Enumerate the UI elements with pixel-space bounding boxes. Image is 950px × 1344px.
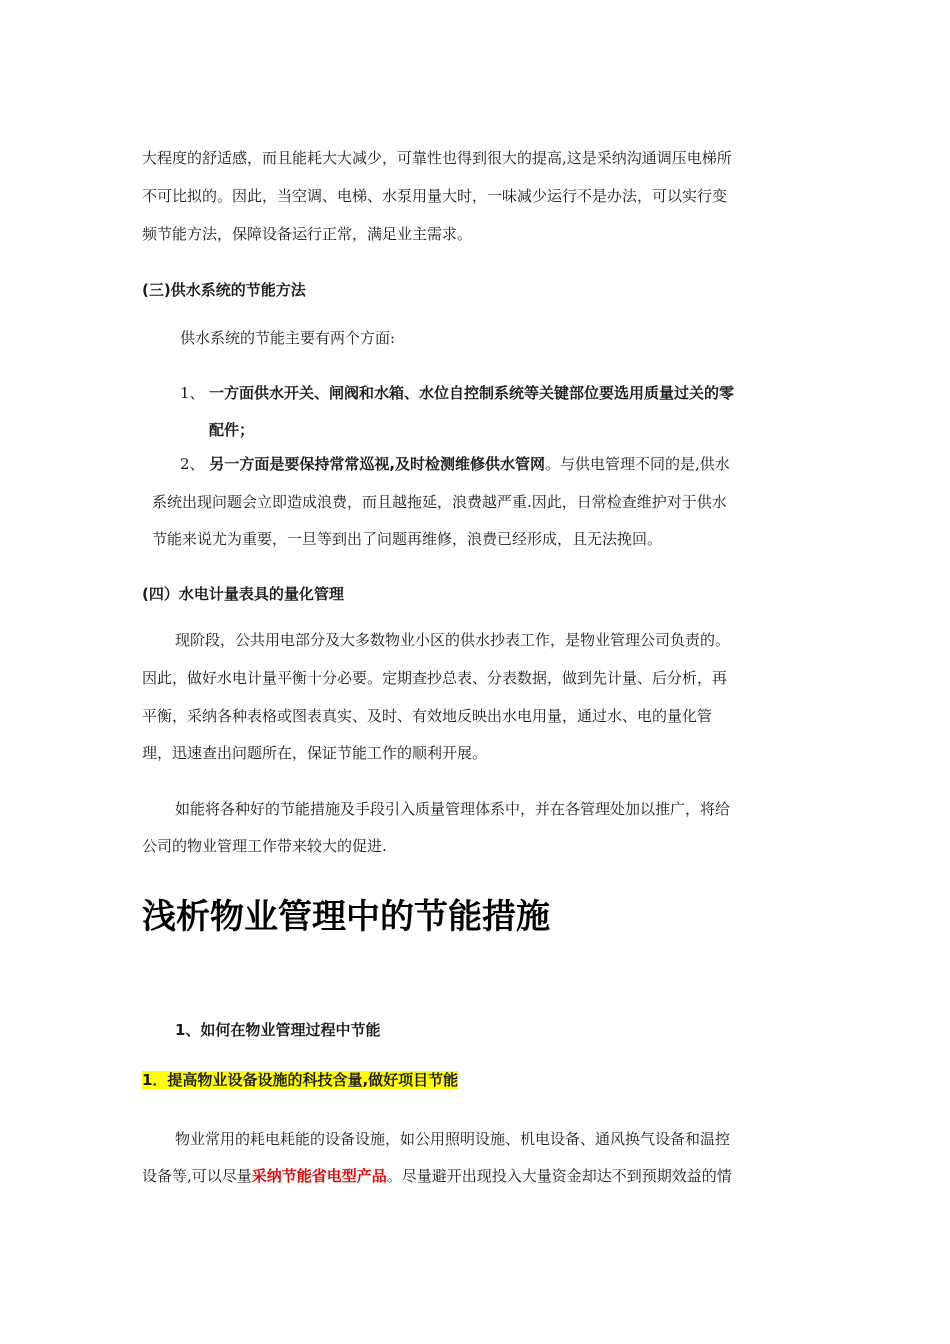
- body-line: 理，迅速查出问题所在，保证节能工作的顺利开展。: [142, 744, 488, 762]
- list-item-text: 配件；: [209, 421, 255, 439]
- article-title: 浅析物业管理中的节能措施: [142, 897, 550, 937]
- section-heading: (四）水电计量表具的量化管理: [142, 585, 344, 603]
- list-item-bold: 另一方面是要保持常常巡视,及时检测维修供水管网: [209, 455, 546, 473]
- list-item: [180, 454, 730, 474]
- body-text: 设备等,可以尽量: [142, 1167, 252, 1185]
- list-item-number: 2、: [180, 455, 205, 473]
- body-line: 公司的物业管理工作带来较大的促进.: [142, 837, 387, 855]
- list-item-text: 一方面供水开关、闸阀和水箱、水位自控制系统等关键部位要选用质量过关的零: [209, 384, 735, 402]
- body-line: 物业常用的耗电耗能的设备设施，如公用照明设施、机电设备、通风换气设备和温控: [175, 1130, 731, 1148]
- subheading: 1、如何在物业管理过程中节能: [175, 1021, 381, 1039]
- section-heading: (三)供水系统的节能方法: [142, 281, 306, 299]
- body-line: [142, 1166, 732, 1186]
- body-line: 节能来说尤为重要，一旦等到出了问题再维修，浪费已经形成，且无法挽回。: [152, 530, 663, 548]
- lead-paragraph: 供水系统的节能主要有两个方面:: [180, 329, 396, 347]
- body-line: 频节能方法，保障设备运行正常，满足业主需求。: [142, 225, 473, 243]
- body-line: 如能将各种好的节能措施及手段引入质量管理体系中，并在各管理处加以推广，将给: [175, 800, 731, 818]
- emphasis-text: 采纳节能省电型产品: [251, 1167, 387, 1185]
- body-line: 平衡，采纳各种表格或图表真实、及时、有效地反映出水电用量，通过水、电的量化管: [142, 707, 713, 725]
- body-line: 系统出现问题会立即造成浪费，而且越拖延，浪费越严重.因此，日常检查维护对于供水: [152, 493, 727, 511]
- list-item-rest: 。与供电管理不同的是,供水: [545, 455, 730, 473]
- highlight-text: 1．提高物业设备设施的科技含量,做好项目节能: [142, 1071, 459, 1089]
- highlighted-heading: [142, 1070, 458, 1090]
- body-line: 不可比拟的。因此，当空调、电梯、水泵用量大时，一味减少运行不是办法，可以实行变: [142, 187, 728, 205]
- body-line: 现阶段，公共用电部分及大多数物业小区的供水抄表工作，是物业管理公司负责的。: [175, 631, 731, 649]
- body-line: 因此，做好水电计量平衡十分必要。定期查抄总表、分表数据，做到先计量、后分析，再: [142, 669, 728, 687]
- list-item-number: 1、: [180, 384, 205, 402]
- body-line: 大程度的舒适感，而且能耗大大减少，可靠性也得到很大的提高,这是采纳沟通调压电梯所: [142, 149, 732, 167]
- body-text: 。尽量避开出现投入大量资金却达不到预期效益的情: [386, 1167, 732, 1185]
